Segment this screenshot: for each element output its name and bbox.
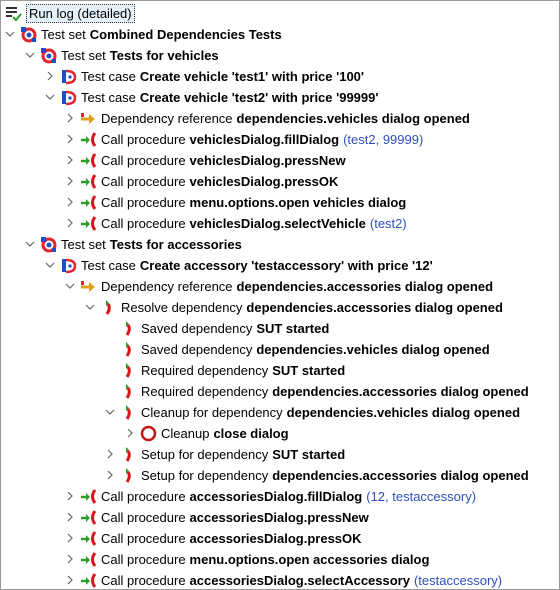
tree-node[interactable] xyxy=(64,192,406,213)
root-label: Run log (detailed) xyxy=(26,4,135,23)
node-name: Tests for accessories xyxy=(109,237,242,252)
collapse-toggle-icon[interactable] xyxy=(44,87,56,108)
dependency-icon xyxy=(120,467,137,484)
tree-node[interactable] xyxy=(64,549,429,570)
expand-toggle-icon[interactable] xyxy=(64,171,76,192)
procedure-call-icon xyxy=(80,530,97,547)
tree-spacer xyxy=(104,318,116,339)
node-type-label: Cleanup xyxy=(161,426,210,441)
procedure-call-icon xyxy=(80,131,97,148)
node-type-label: Setup for dependency xyxy=(141,447,269,462)
node-name: Create vehicle 'test2' with price '99999' xyxy=(139,90,379,105)
expand-toggle-icon[interactable] xyxy=(64,150,76,171)
expand-toggle-icon[interactable] xyxy=(64,549,76,570)
dependency-reference-icon xyxy=(80,110,97,127)
node-name: vehiclesDialog.pressNew xyxy=(189,153,346,168)
collapse-toggle-icon[interactable] xyxy=(104,402,116,423)
tree-node[interactable] xyxy=(4,24,282,45)
dependency-icon xyxy=(120,320,137,337)
tree-node[interactable] xyxy=(64,276,493,297)
expand-toggle-icon[interactable] xyxy=(124,423,136,444)
test-set-icon xyxy=(20,26,37,43)
node-name: dependencies.vehicles dialog opened xyxy=(286,405,521,420)
procedure-call-icon xyxy=(80,194,97,211)
node-arguments: (12, testaccessory) xyxy=(366,489,477,504)
procedure-call-icon xyxy=(80,215,97,232)
tree-node[interactable] xyxy=(64,570,502,590)
tree-node[interactable] xyxy=(44,66,364,87)
tree-node[interactable] xyxy=(24,45,219,66)
procedure-call-icon xyxy=(80,152,97,169)
cleanup-icon xyxy=(140,425,157,442)
tree-node[interactable] xyxy=(64,108,470,129)
tree-node[interactable] xyxy=(44,87,378,108)
node-name: dependencies.accessories dialog opened xyxy=(246,300,503,315)
procedure-call-icon xyxy=(80,551,97,568)
node-type-label: Test set xyxy=(61,237,106,252)
node-name: accessoriesDialog.pressOK xyxy=(189,531,362,546)
node-type-label: Call procedure xyxy=(101,531,186,546)
node-type-label: Test case xyxy=(81,258,136,273)
expand-toggle-icon[interactable] xyxy=(104,444,116,465)
node-name: dependencies.accessories dialog opened xyxy=(272,468,529,483)
node-name: vehiclesDialog.pressOK xyxy=(189,174,339,189)
expand-toggle-icon[interactable] xyxy=(64,192,76,213)
node-name: dependencies.vehicles dialog opened xyxy=(236,111,470,126)
procedure-call-icon xyxy=(80,572,97,589)
node-type-label: Call procedure xyxy=(101,552,186,567)
node-name: Tests for vehicles xyxy=(109,48,219,63)
node-type-label: Call procedure xyxy=(101,132,186,147)
node-type-label: Dependency reference xyxy=(101,111,233,126)
collapse-toggle-icon[interactable] xyxy=(84,297,96,318)
tree-node[interactable] xyxy=(64,213,407,234)
expand-toggle-icon[interactable] xyxy=(64,507,76,528)
dependency-icon xyxy=(120,341,137,358)
node-name: SUT started xyxy=(272,363,346,378)
node-name: menu.options.open accessories dialog xyxy=(189,552,430,567)
node-type-label: Call procedure xyxy=(101,216,186,231)
node-type-label: Call procedure xyxy=(101,573,186,588)
tree-node[interactable] xyxy=(64,486,476,507)
expand-toggle-icon[interactable] xyxy=(64,129,76,150)
tree-node[interactable] xyxy=(104,381,529,402)
tree-root[interactable] xyxy=(5,3,135,24)
node-type-label: Cleanup for dependency xyxy=(141,405,283,420)
expand-toggle-icon[interactable] xyxy=(64,213,76,234)
expand-toggle-icon[interactable] xyxy=(44,66,56,87)
tree-node[interactable] xyxy=(104,360,345,381)
node-type-label: Test case xyxy=(81,69,136,84)
node-name: vehiclesDialog.selectVehicle xyxy=(189,216,366,231)
node-type-label: Setup for dependency xyxy=(141,468,269,483)
tree-node[interactable] xyxy=(84,297,503,318)
node-type-label: Call procedure xyxy=(101,153,186,168)
node-name: menu.options.open vehicles dialog xyxy=(189,195,407,210)
node-name: accessoriesDialog.pressNew xyxy=(189,510,369,525)
tree-node[interactable] xyxy=(104,444,345,465)
node-arguments: (testaccessory) xyxy=(413,573,503,588)
tree-node[interactable] xyxy=(44,255,433,276)
collapse-toggle-icon[interactable] xyxy=(24,234,36,255)
tree-node[interactable] xyxy=(104,318,329,339)
tree-node[interactable] xyxy=(64,507,369,528)
node-name: SUT started xyxy=(272,447,346,462)
expand-toggle-icon[interactable] xyxy=(64,108,76,129)
node-name: accessoriesDialog.fillDialog xyxy=(189,489,363,504)
test-set-icon xyxy=(40,47,57,64)
tree-node[interactable] xyxy=(64,150,346,171)
tree-node[interactable] xyxy=(64,171,338,192)
procedure-call-icon xyxy=(80,509,97,526)
node-type-label: Required dependency xyxy=(141,384,269,399)
tree-node[interactable] xyxy=(104,402,520,423)
collapse-toggle-icon[interactable] xyxy=(4,24,16,45)
tree-node[interactable] xyxy=(104,339,490,360)
node-type-label: Test set xyxy=(61,48,106,63)
tree-spacer xyxy=(104,339,116,360)
tree-node[interactable] xyxy=(24,234,242,255)
node-name: dependencies.vehicles dialog opened xyxy=(256,342,490,357)
test-case-icon xyxy=(60,89,77,106)
node-type-label: Call procedure xyxy=(101,510,186,525)
tree-spacer xyxy=(104,360,116,381)
node-name: SUT started xyxy=(256,321,330,336)
tree-node[interactable] xyxy=(64,129,423,150)
collapse-toggle-icon[interactable] xyxy=(64,276,76,297)
node-name: accessoriesDialog.selectAccessory xyxy=(189,573,410,588)
node-name: dependencies.accessories dialog opened xyxy=(272,384,529,399)
dependency-icon xyxy=(100,299,117,316)
dependency-icon xyxy=(120,404,137,421)
test-set-icon xyxy=(40,236,57,253)
procedure-call-icon xyxy=(80,173,97,190)
test-case-icon xyxy=(60,257,77,274)
tree-node[interactable] xyxy=(124,423,289,444)
node-type-label: Call procedure xyxy=(101,174,186,189)
node-name: Create accessory 'testaccessory' with price '12' xyxy=(139,258,433,273)
node-type-label: Required dependency xyxy=(141,363,269,378)
test-case-icon xyxy=(60,68,77,85)
dependency-icon xyxy=(120,383,137,400)
expand-toggle-icon[interactable] xyxy=(104,465,116,486)
node-name: Create vehicle 'test1' with price '100' xyxy=(139,69,365,84)
node-type-label: Saved dependency xyxy=(141,342,253,357)
procedure-call-icon xyxy=(80,488,97,505)
node-name: Combined Dependencies Tests xyxy=(89,27,282,42)
dependency-icon xyxy=(120,362,137,379)
run-log-icon xyxy=(5,5,22,22)
node-type-label: Saved dependency xyxy=(141,321,253,336)
node-type-label: Test set xyxy=(41,27,86,42)
tree-node[interactable] xyxy=(64,528,362,549)
node-name: close dialog xyxy=(213,426,289,441)
node-type-label: Resolve dependency xyxy=(121,300,243,315)
node-type-label: Test case xyxy=(81,90,136,105)
node-type-label: Call procedure xyxy=(101,489,186,504)
node-arguments: (test2) xyxy=(369,216,407,231)
node-type-label: Dependency reference xyxy=(101,279,233,294)
collapse-toggle-icon[interactable] xyxy=(24,45,36,66)
dependency-reference-icon xyxy=(80,278,97,295)
tree-node[interactable] xyxy=(104,465,529,486)
node-name: dependencies.accessories dialog opened xyxy=(236,279,494,294)
node-type-label: Call procedure xyxy=(101,195,186,210)
node-name: vehiclesDialog.fillDialog xyxy=(189,132,340,147)
expand-toggle-icon[interactable] xyxy=(64,528,76,549)
tree-spacer xyxy=(104,381,116,402)
expand-toggle-icon[interactable] xyxy=(64,570,76,590)
node-arguments: (test2, 99999) xyxy=(343,132,424,147)
expand-toggle-icon[interactable] xyxy=(64,486,76,507)
collapse-toggle-icon[interactable] xyxy=(44,255,56,276)
dependency-icon xyxy=(120,446,137,463)
